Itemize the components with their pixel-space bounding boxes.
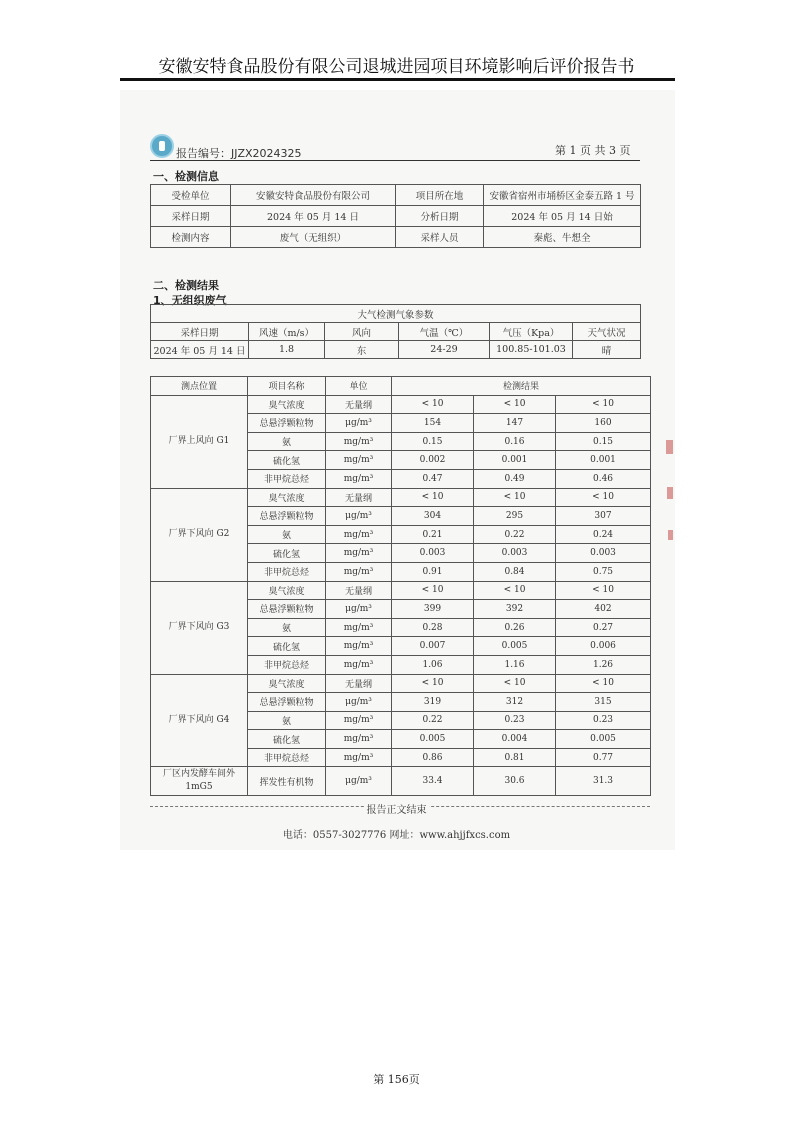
result-cell: 1.26: [556, 655, 651, 674]
result-cell: 挥发性有机物: [248, 767, 326, 796]
result-cell: 31.3: [556, 767, 651, 796]
weather-cell: 东: [325, 341, 399, 359]
result-cell: < 10: [474, 488, 556, 507]
report-header-rule: [150, 160, 640, 161]
result-cell: 0.001: [474, 451, 556, 470]
stamp-mark: [667, 487, 673, 499]
result-cell: 399: [392, 600, 474, 619]
weather-cell: 1.8: [249, 341, 325, 359]
result-cell: 非甲烷总烃: [248, 469, 326, 488]
result-cell: 147: [474, 414, 556, 433]
result-cell: 0.86: [392, 748, 474, 767]
result-cell: 307: [556, 507, 651, 526]
result-cell: 0.006: [556, 637, 651, 656]
result-cell: 臭气浓度: [248, 581, 326, 600]
result-cell: 非甲烷总烃: [248, 655, 326, 674]
result-cell: 硫化氢: [248, 730, 326, 749]
table-row: [151, 674, 651, 693]
result-cell: 1.16: [474, 655, 556, 674]
result-cell: 无量纲: [326, 395, 392, 414]
result-cell: 氨: [248, 618, 326, 637]
weather-cell: 100.85-101.03: [490, 341, 573, 359]
lab-logo-icon: [150, 134, 174, 158]
weather-header: 气压（Kpa）: [490, 323, 573, 341]
results-header: 单位: [326, 377, 392, 396]
result-cell: 无量纲: [326, 581, 392, 600]
result-cell: 304: [392, 507, 474, 526]
result-cell: < 10: [474, 674, 556, 693]
result-cell: 0.004: [474, 730, 556, 749]
weather-cell: 2024 年 05 月 14 日: [151, 341, 249, 359]
section-subtitle: 1、无组织废气: [153, 294, 227, 307]
report-page-count: 第 1 页 共 3 页: [555, 144, 631, 157]
result-cell: 0.27: [556, 618, 651, 637]
result-cell: mg/m³: [326, 544, 392, 563]
weather-header: 气温（℃）: [399, 323, 490, 341]
weather-header: 采样日期: [151, 323, 249, 341]
results-header: 项目名称: [248, 377, 326, 396]
result-cell: 315: [556, 693, 651, 712]
result-cell: < 10: [474, 581, 556, 600]
result-cell: 0.16: [474, 432, 556, 451]
result-cell: 0.15: [556, 432, 651, 451]
result-cell: 33.4: [392, 767, 474, 796]
results-header-row: [151, 377, 651, 396]
info-cell: 安徽安特食品股份有限公司: [231, 185, 396, 206]
results-header: 检测结果: [392, 377, 651, 396]
result-cell: 0.007: [392, 637, 474, 656]
result-cell: 295: [474, 507, 556, 526]
result-cell: 0.005: [392, 730, 474, 749]
result-cell: 0.005: [556, 730, 651, 749]
result-cell: 无量纲: [326, 674, 392, 693]
result-cell: 392: [474, 600, 556, 619]
info-row: [151, 227, 641, 248]
result-cell: 0.23: [556, 711, 651, 730]
result-cell: 硫化氢: [248, 637, 326, 656]
result-cell: 0.84: [474, 562, 556, 581]
result-cell: < 10: [392, 581, 474, 600]
header-rule: [120, 78, 675, 81]
result-cell: 0.23: [474, 711, 556, 730]
result-cell: μg/m³: [326, 507, 392, 526]
info-cell: 2024 年 05 月 14 日: [231, 206, 396, 227]
result-cell: 1.06: [392, 655, 474, 674]
result-cell: 0.81: [474, 748, 556, 767]
result-cell: 0.22: [474, 525, 556, 544]
result-cell: 氨: [248, 711, 326, 730]
table-row: [151, 767, 651, 796]
info-cell: 采样日期: [151, 206, 231, 227]
result-cell: 0.003: [474, 544, 556, 563]
result-cell: 臭气浓度: [248, 674, 326, 693]
result-cell: 0.003: [556, 544, 651, 563]
report-number: 报告编号：JJZX2024325: [176, 147, 302, 160]
weather-header: 天气状况: [573, 323, 641, 341]
weather-header: 风速（m/s）: [249, 323, 325, 341]
document-header-title: 安徽安特食品股份有限公司退城进园项目环境影响后评价报告书: [158, 57, 635, 77]
result-cell: mg/m³: [326, 469, 392, 488]
result-cell: 氨: [248, 432, 326, 451]
weather-cell: 24-29: [399, 341, 490, 359]
info-cell: 项目所在地: [396, 185, 484, 206]
table-row: [151, 488, 651, 507]
result-cell: 0.005: [474, 637, 556, 656]
result-cell: < 10: [392, 395, 474, 414]
location-cell: 厂界上风向 G1: [151, 395, 248, 488]
result-cell: < 10: [474, 395, 556, 414]
info-cell: 采样人员: [396, 227, 484, 248]
result-cell: 0.47: [392, 469, 474, 488]
result-cell: μg/m³: [326, 693, 392, 712]
result-cell: 154: [392, 414, 474, 433]
location-cell: 厂界下风向 G3: [151, 581, 248, 674]
results-table: [150, 376, 651, 796]
result-cell: μg/m³: [326, 600, 392, 619]
result-cell: 0.28: [392, 618, 474, 637]
info-cell: 受检单位: [151, 185, 231, 206]
result-cell: 0.21: [392, 525, 474, 544]
info-cell: 秦彪、牛想全: [484, 227, 641, 248]
result-cell: 0.22: [392, 711, 474, 730]
weather-caption: 大气检测气象参数: [151, 305, 641, 323]
result-cell: mg/m³: [326, 711, 392, 730]
result-cell: 硫化氢: [248, 451, 326, 470]
page-number: 第 156页: [373, 1073, 420, 1086]
table-row: [151, 581, 651, 600]
info-cell: 分析日期: [396, 206, 484, 227]
result-cell: μg/m³: [326, 414, 392, 433]
info-cell: 2024 年 05 月 14 日始: [484, 206, 641, 227]
result-cell: 0.002: [392, 451, 474, 470]
result-cell: 无量纲: [326, 488, 392, 507]
result-cell: 总悬浮颗粒物: [248, 414, 326, 433]
info-row: [151, 206, 641, 227]
result-cell: < 10: [556, 674, 651, 693]
result-cell: 氨: [248, 525, 326, 544]
result-cell: 0.24: [556, 525, 651, 544]
contact-info: 电话：0557-3027776 网址：www.ahjjfxcs.com: [282, 830, 511, 841]
weather-header: 风向: [325, 323, 399, 341]
result-cell: 非甲烷总烃: [248, 748, 326, 767]
result-cell: mg/m³: [326, 618, 392, 637]
section-title-info: 一、检测信息: [153, 170, 219, 183]
info-cell: 检测内容: [151, 227, 231, 248]
result-cell: μg/m³: [326, 767, 392, 796]
result-cell: 硫化氢: [248, 544, 326, 563]
result-cell: 0.003: [392, 544, 474, 563]
result-cell: mg/m³: [326, 655, 392, 674]
stamp-mark: [668, 530, 673, 540]
result-cell: 0.001: [556, 451, 651, 470]
result-cell: 0.49: [474, 469, 556, 488]
result-cell: mg/m³: [326, 525, 392, 544]
result-cell: 0.46: [556, 469, 651, 488]
result-cell: 0.26: [474, 618, 556, 637]
result-cell: 0.77: [556, 748, 651, 767]
result-cell: 臭气浓度: [248, 488, 326, 507]
info-cell: 安徽省宿州市埇桥区金泰五路 1 号: [484, 185, 641, 206]
location-cell: 厂界下风向 G4: [151, 674, 248, 767]
info-table: [150, 184, 641, 248]
result-cell: mg/m³: [326, 562, 392, 581]
result-cell: 臭气浓度: [248, 395, 326, 414]
result-cell: mg/m³: [326, 748, 392, 767]
result-cell: 0.91: [392, 562, 474, 581]
result-cell: < 10: [392, 488, 474, 507]
result-cell: mg/m³: [326, 637, 392, 656]
section-title-results: 二、检测结果: [153, 279, 219, 292]
result-cell: 402: [556, 600, 651, 619]
weather-cell: 晴: [573, 341, 641, 359]
result-cell: 总悬浮颗粒物: [248, 693, 326, 712]
result-cell: 312: [474, 693, 556, 712]
stamp-mark: [666, 440, 673, 454]
result-cell: < 10: [556, 488, 651, 507]
result-cell: 总悬浮颗粒物: [248, 600, 326, 619]
report-end-text: 报告正文结束: [366, 805, 427, 816]
result-cell: 非甲烷总烃: [248, 562, 326, 581]
result-cell: < 10: [556, 581, 651, 600]
weather-table: [150, 304, 641, 359]
result-cell: mg/m³: [326, 451, 392, 470]
result-cell: 0.75: [556, 562, 651, 581]
results-header: 测点位置: [151, 377, 248, 396]
result-cell: < 10: [556, 395, 651, 414]
location-cell: 厂区内发酵车间外 1mG5: [151, 767, 248, 796]
result-cell: 0.15: [392, 432, 474, 451]
result-cell: 160: [556, 414, 651, 433]
info-row: [151, 185, 641, 206]
result-cell: 总悬浮颗粒物: [248, 507, 326, 526]
result-cell: 30.6: [474, 767, 556, 796]
info-cell: 废气（无组织）: [231, 227, 396, 248]
result-cell: mg/m³: [326, 432, 392, 451]
location-cell: 厂界下风向 G2: [151, 488, 248, 581]
result-cell: < 10: [392, 674, 474, 693]
result-cell: mg/m³: [326, 730, 392, 749]
result-cell: 319: [392, 693, 474, 712]
table-row: [151, 395, 651, 414]
